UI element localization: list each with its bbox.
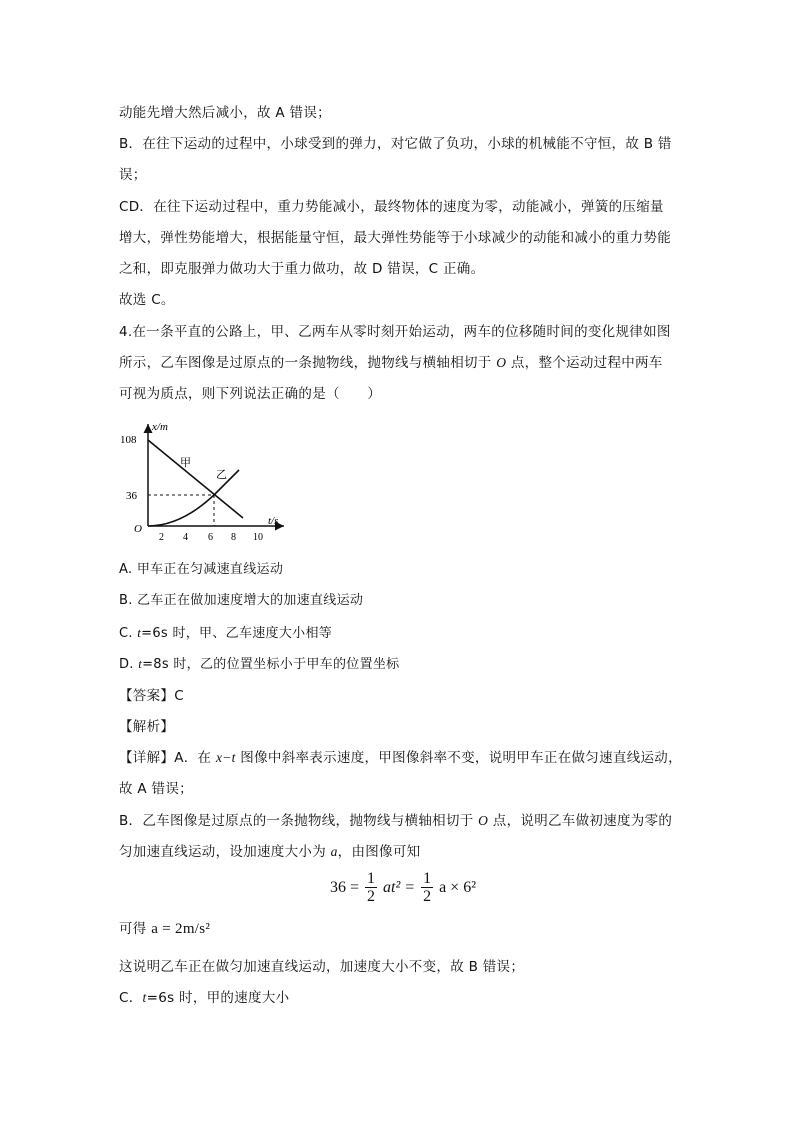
analysis-line: 这说明乙车正在做匀加速直线运动，加速度大小不变，故 B 错误； bbox=[119, 959, 525, 975]
text-line: 故选 C。 bbox=[119, 292, 175, 308]
option-a: A. 甲车正在匀减速直线运动 bbox=[119, 562, 284, 577]
analysis-text: 点，说明乙车做初速度为零的 bbox=[488, 813, 673, 829]
answer-line bbox=[119, 687, 184, 705]
x-tick: 4 bbox=[183, 532, 188, 543]
series-jia-label: 甲 bbox=[180, 457, 191, 469]
x-tick: 10 bbox=[253, 532, 263, 543]
option-b: B. 乙车正在做加速度增大的加速直线运动 bbox=[119, 593, 364, 608]
text-line: 误； bbox=[119, 167, 147, 183]
analysis-text: =6s 时，甲的速度大小 bbox=[146, 990, 290, 1006]
origin-label: O bbox=[134, 523, 142, 535]
question-line: 可视为质点，则下列说法正确的是（ ） bbox=[119, 386, 382, 402]
analysis-text: 图像中斜率表示速度，甲图像斜率不变，说明甲车正在做匀速直线运动， bbox=[235, 750, 682, 766]
option-text: =6s 时，甲、乙车速度大小相等 bbox=[141, 626, 333, 641]
analysis-text: 匀加速直线运动，设加速度大小为 bbox=[119, 844, 331, 860]
var-t: t bbox=[142, 990, 147, 1005]
option-c bbox=[119, 624, 332, 643]
analysis-label: 【解析】 bbox=[119, 719, 175, 735]
analysis-line bbox=[119, 989, 289, 1007]
x-tick: 8 bbox=[231, 532, 236, 543]
var-t: t bbox=[137, 625, 142, 640]
answer-label: 【答案】 bbox=[119, 688, 175, 704]
var-t: t bbox=[138, 656, 143, 671]
fraction bbox=[421, 870, 433, 905]
text-line: 增大，弹性势能增大，根据能量守恒，最大弹性势能等于小球减少的动能和减小的重力势能 bbox=[119, 230, 671, 246]
text-line: 动能先增大然后减小，故 A 错误； bbox=[119, 105, 331, 121]
analysis-line bbox=[119, 812, 672, 830]
question-text: 所示，乙车图像是过原点的一条抛物线，抛物线与横轴相切于 bbox=[119, 355, 497, 371]
analysis-text: A．在 bbox=[174, 750, 216, 766]
option-d bbox=[119, 655, 399, 674]
y-tick-36: 36 bbox=[126, 490, 137, 502]
option-text: =8s 时，乙的位置坐标小于甲车的位置坐标 bbox=[142, 657, 400, 672]
fraction-denominator: 2 bbox=[423, 888, 432, 905]
y-tick-108: 108 bbox=[120, 434, 137, 446]
question-text: 点，整个运动过程中两车 bbox=[506, 355, 663, 371]
detail-label: 【详解】 bbox=[119, 750, 175, 766]
series-yi-label: 乙 bbox=[216, 469, 227, 481]
xt-symbol: x−t bbox=[215, 750, 236, 765]
point-o: O bbox=[496, 355, 507, 370]
analysis-line: 故 A 错误； bbox=[119, 781, 193, 797]
xt-graph bbox=[112, 418, 292, 548]
x-tick: 2 bbox=[159, 532, 164, 543]
question-line: 4.在一条平直的公路上，甲、乙两车从零时刻开始运动，两车的位移随时间的变化规律如图 bbox=[119, 324, 671, 340]
point-o: O bbox=[478, 813, 489, 828]
text-line: 之和，即克服弹力做功大于重力做功，故 D 错误，C 正确。 bbox=[119, 261, 485, 277]
x-tick: 6 bbox=[208, 532, 213, 543]
option-text: C. bbox=[119, 626, 138, 641]
analysis-line bbox=[119, 920, 210, 938]
y-axis-label: x/m bbox=[152, 421, 168, 433]
fraction-numerator: 1 bbox=[423, 870, 432, 887]
fraction-numerator: 1 bbox=[367, 870, 376, 887]
formula: a = 2m/s² bbox=[151, 921, 211, 937]
text-line: B．在往下运动的过程中，小球受到的弹力，对它做了负功，小球的机械能不守恒，故 B 错 bbox=[119, 136, 672, 152]
analysis-text: 可得 bbox=[119, 921, 152, 937]
analysis-text: C． bbox=[119, 990, 143, 1006]
analysis-line bbox=[119, 843, 420, 861]
eq-lhs: 36 = bbox=[330, 878, 360, 896]
text-line: CD．在往下运动过程中，重力势能减小，最终物体的速度为零，动能减小，弹簧的压缩量 bbox=[119, 199, 664, 215]
answer-value: C bbox=[174, 688, 184, 704]
fraction-denominator: 2 bbox=[367, 888, 376, 905]
series-jia-line bbox=[148, 440, 243, 518]
eq-mid: at² = bbox=[383, 878, 416, 896]
eq-rhs: a × 6² bbox=[439, 878, 476, 896]
analysis-line bbox=[119, 749, 682, 767]
equation bbox=[330, 870, 476, 910]
option-text: D. bbox=[119, 657, 139, 672]
question-line bbox=[119, 354, 663, 372]
x-axis-label: t/s bbox=[268, 515, 279, 527]
fraction bbox=[365, 870, 377, 905]
analysis-text: ，由图像可知 bbox=[337, 844, 421, 860]
var-a: a bbox=[330, 844, 338, 859]
analysis-text: B．乙车图像是过原点的一条抛物线，抛物线与横轴相切于 bbox=[119, 813, 479, 829]
